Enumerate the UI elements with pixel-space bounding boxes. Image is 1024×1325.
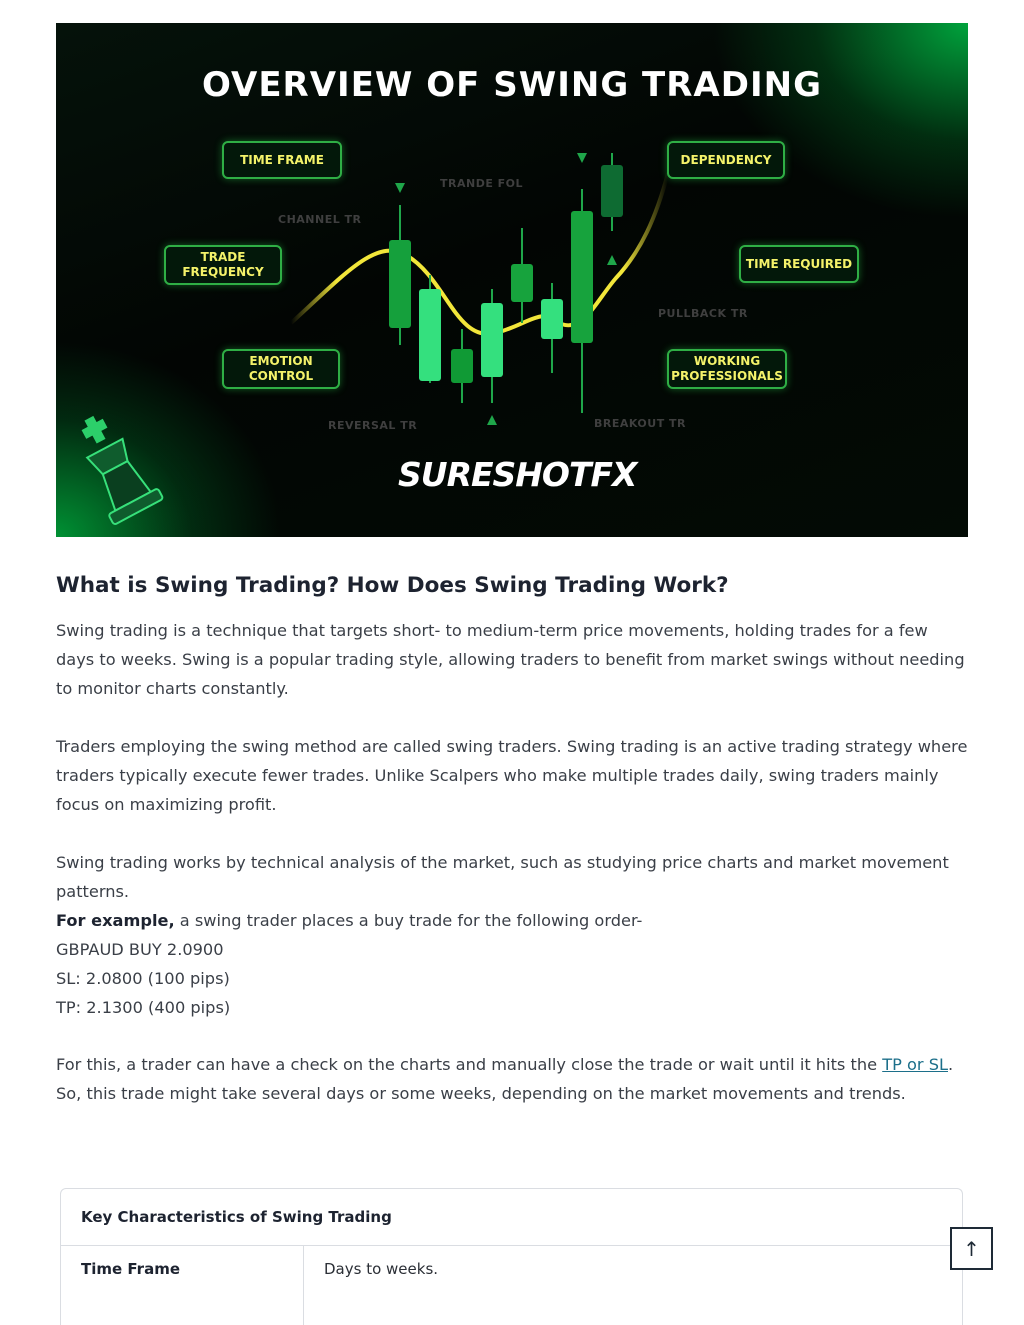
order-line-tp: TP: 2.1300 (400 pips)	[56, 998, 231, 1017]
tag-trade-frequency: TRADE FREQUENCY	[164, 245, 282, 285]
tag-working-professionals: WORKING PROFESSIONALS	[667, 349, 787, 389]
brand-logo: SURESHOTFX	[398, 455, 637, 494]
example-label: For example,	[56, 911, 175, 930]
hero-banner-image	[56, 23, 968, 537]
tag-emotion-control: EMOTION CONTROL	[222, 349, 340, 389]
arrow-up-icon: ↑	[963, 1236, 980, 1261]
hero-title: OVERVIEW OF SWING TRADING	[202, 65, 822, 105]
paragraph-swing-traders: Traders employing the swing method are called swing traders. Swing trading is an active trading strategy where traders typically execute fewer trades. Unlike Scalpers who make multiple trades daily, swing traders mainly focus on maximizing profit.	[56, 737, 968, 814]
ghost-label-channel: CHANNEL TR	[278, 213, 362, 226]
example-text: a swing trader places a buy trade for the following order-	[174, 911, 643, 930]
paragraph-close-text-start: For this, a trader can have a check on the charts and manually close the trade or wait until it hits the	[56, 1055, 883, 1074]
paragraph-example-block	[56, 848, 968, 1022]
ghost-label-trend: TRANDE FOL	[440, 177, 524, 190]
paragraph-close-trade	[56, 1050, 968, 1108]
tag-time-required: TIME REQUIRED	[739, 245, 859, 283]
tp-sl-link[interactable]: TP or SL	[882, 1055, 948, 1074]
paragraph-intro: Swing trading is a technique that targets short- to medium-term price movements, holding trades for a few days to weeks. Swing is a popular trading style, allowing traders to benefit from market swings without needing to monitor charts constantly.	[56, 621, 965, 698]
paragraph-technical-analysis: Swing trading works by technical analysis of the market, such as studying price charts and market movement patterns.	[56, 853, 949, 901]
table-cell-value: Days to weeks.	[324, 1260, 439, 1278]
order-line-sl: SL: 2.0800 (100 pips)	[56, 969, 230, 988]
table-header: Key Characteristics of Swing Trading	[61, 1189, 962, 1246]
tag-dependency: DEPENDENCY	[667, 141, 785, 179]
tag-time-frame: TIME FRAME	[222, 141, 342, 179]
ghost-label-pullback: PULLBACK TR	[658, 307, 748, 320]
table-row	[61, 1246, 962, 1325]
ghost-label-reversal: REVERSAL TR	[328, 419, 418, 432]
scroll-to-top-button[interactable]	[950, 1227, 993, 1270]
example-line	[56, 906, 968, 935]
characteristics-table	[60, 1188, 963, 1325]
paragraph-close-text-end: . So, this trade might take several days or some weeks, depending on the market movements and trends.	[56, 1055, 954, 1103]
chess-king-icon	[66, 403, 176, 533]
section-heading: What is Swing Trading? How Does Swing Trading Work?	[56, 573, 729, 598]
table-cell-key: Time Frame	[61, 1246, 304, 1325]
order-line-entry: GBPAUD BUY 2.0900	[56, 940, 224, 959]
ghost-label-breakout: BREAKOUT TR	[594, 417, 687, 430]
